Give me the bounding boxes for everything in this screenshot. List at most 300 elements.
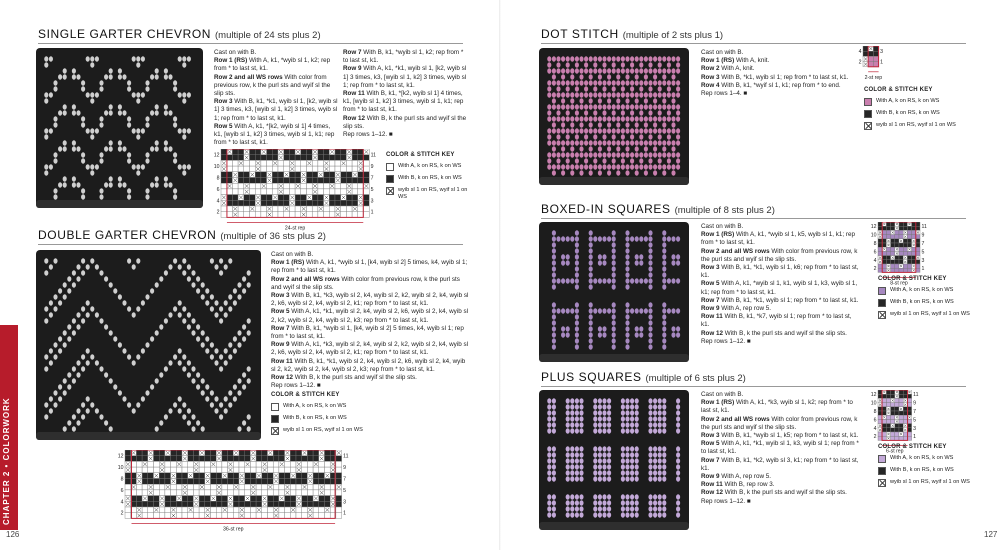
chart-cell (250, 496, 256, 502)
chart-cell (335, 155, 341, 161)
chart-cell (895, 407, 899, 411)
knit-swatch-image (539, 48, 689, 185)
chart-cell (165, 496, 171, 502)
chart-cell (882, 264, 886, 268)
chart-cell (222, 496, 228, 502)
chart-cell (895, 235, 899, 239)
chart-cell (154, 461, 160, 467)
chart-cell (882, 268, 886, 272)
chart-cell (262, 450, 268, 456)
chart-cell (159, 513, 165, 519)
chart-row-label: 9 (921, 232, 925, 239)
chart-cell (148, 513, 154, 519)
chart-cell (295, 195, 301, 201)
chart-cell (895, 264, 899, 268)
chart-cell (318, 160, 324, 166)
chart-cell (313, 473, 319, 479)
chart-cell (245, 513, 251, 519)
chart-cell (886, 247, 890, 251)
chart-cell (227, 155, 233, 161)
chart-cell (272, 155, 278, 161)
chart-cell (882, 419, 886, 423)
dot-stitch-rule (541, 43, 966, 44)
knit-swatch-image (36, 48, 203, 208)
chart-cell (352, 212, 358, 218)
chart-cell (336, 496, 342, 502)
chart-cell (329, 212, 335, 218)
chart-cell (878, 264, 882, 268)
chart-cell (899, 424, 903, 428)
chart-cell (329, 155, 335, 161)
chart-cell (125, 484, 131, 490)
chart-cell (142, 501, 148, 507)
chart-cell (165, 467, 171, 473)
chart-cell (272, 172, 278, 178)
chart-cell (233, 496, 239, 502)
chart-cell (358, 155, 364, 161)
chart-cell (319, 478, 325, 484)
chart-cell (878, 247, 882, 251)
chart-cell (324, 177, 330, 183)
chart-cell (289, 212, 295, 218)
chart-cell (245, 478, 251, 484)
chart-cell (244, 166, 250, 172)
chart-cell (142, 507, 148, 513)
chart-cell (895, 428, 899, 432)
chart-cell (329, 160, 335, 166)
key-label: With B, k on RS, k on WS (283, 415, 347, 421)
chart-cell (272, 206, 278, 212)
chart-cell (262, 513, 268, 519)
chart-cell (319, 501, 325, 507)
chart-cell (159, 456, 165, 462)
chart-cell (296, 490, 302, 496)
chart-cell (899, 235, 903, 239)
chart-cell (312, 195, 318, 201)
chart-cell (882, 398, 886, 402)
chart-cell (228, 450, 234, 456)
chart-cell (193, 490, 199, 496)
double-chevron-chart (115, 450, 355, 533)
chart-cell (267, 478, 273, 484)
instruction-line: Row 2 and all WS rows With color from previous row, k the purl sts and wyif sl the slip sts. (271, 275, 460, 291)
instruction-line: Row 2 and all WS rows With color from previous row, k the purl sts and wyif sl the slip sts. (701, 247, 858, 263)
chart-cell (290, 478, 296, 484)
chart-cell (284, 183, 290, 189)
chart-cell (295, 155, 301, 161)
chart-cell (273, 496, 279, 502)
chart-cell (302, 473, 308, 479)
chart-repeat-label: 2-st rep (864, 74, 883, 81)
chart-cell (907, 235, 911, 239)
chart-cell (296, 478, 302, 484)
chart-cell (285, 513, 291, 519)
chart-cell (313, 507, 319, 513)
chart-cell (154, 496, 160, 502)
chart-cell (916, 260, 920, 264)
chart-cell (891, 264, 895, 268)
chart-cell (289, 206, 295, 212)
chart-cell (895, 403, 899, 407)
chart-cell (210, 467, 216, 473)
boxed-squares-swatch (539, 222, 689, 362)
chart-cell (324, 172, 330, 178)
chart-row-label: 5 (370, 186, 374, 193)
chart-cell (895, 239, 899, 243)
chart-cell (882, 243, 886, 247)
chart-cell (273, 461, 279, 467)
chart-cell (341, 206, 347, 212)
chart-cell (891, 415, 895, 419)
chart-cell (882, 436, 886, 440)
chart-cell (210, 450, 216, 456)
key-swatch (386, 187, 394, 195)
chart-cell (154, 478, 160, 484)
chart-cell (907, 251, 911, 255)
chart-row-label: 6 (120, 487, 124, 494)
chart-cell (341, 166, 347, 172)
chart-row-label: 6 (873, 249, 877, 256)
chart-cell (278, 206, 284, 212)
chart-cell (154, 456, 160, 462)
chart-cell (244, 172, 250, 178)
chart-cell (307, 484, 313, 490)
chart-row-label: 3 (921, 257, 925, 264)
chart-cell (907, 264, 911, 268)
instruction-line: Row 2 and all WS rows With color from previous row, k the purl sts and wyif sl the slip sts. (214, 73, 331, 98)
chart-cell (891, 407, 895, 411)
chart-cell (171, 484, 177, 490)
chart-cell (261, 172, 267, 178)
instruction-line: Cast on with B. (701, 49, 744, 56)
chart-cell (302, 501, 308, 507)
chart-cell (907, 260, 911, 264)
chart-cell (899, 251, 903, 255)
chart-cell (907, 230, 911, 234)
chart-row-label: 3 (880, 49, 883, 56)
instruction-line: Row 11 With B, k1, *k7, wyib sl 1; rep from * to last st, k1. (701, 313, 852, 329)
chart-cell (125, 507, 131, 513)
chart-cell (272, 212, 278, 218)
chart-cell (199, 490, 205, 496)
chart-cell (289, 189, 295, 195)
chart-cell (329, 200, 335, 206)
chart-cell (903, 239, 907, 243)
chart-row-label: 1 (370, 209, 374, 216)
chart-cell (267, 467, 273, 473)
chart-cell (306, 183, 312, 189)
chart-row-label: 10 (213, 164, 220, 171)
chart-row-label: 2 (120, 510, 124, 517)
chart-cell (289, 149, 295, 155)
chart-cell (307, 461, 313, 467)
chart-cell (903, 226, 907, 230)
chart-cell (307, 490, 313, 496)
chart-cell (250, 478, 256, 484)
chart-cell (239, 501, 245, 507)
key-title: COLOR & STITCH KEY (271, 392, 340, 398)
chart-cell (216, 513, 222, 519)
key-title: COLOR & STITCH KEY (878, 276, 947, 282)
instruction-line: Row 2 With A, knit. (701, 65, 755, 73)
chart-cell (290, 496, 296, 502)
chart-cell (289, 155, 295, 161)
chart-cell (176, 467, 182, 473)
instruction-line: Row 11 With B, k1, *[k2, wyib sl 1] 4 times, k1, [wyib sl 1, k2] 3 times, wyib sl 1, k1; rep from * to last st, k1. (343, 90, 464, 114)
chart-cell (232, 189, 238, 195)
chart-cell (227, 189, 233, 195)
chart-cell (324, 189, 330, 195)
instruction-line: Row 5 With A, k1, *k1, wyib sl 2, k4, wyib sl 2, k6, wyib sl 2, k4, wyib sl 2, k2, wyib sl 2, k4, wyib sl 2, k3; rep from * to last st, k1. (271, 308, 469, 324)
chart-cell (878, 239, 882, 243)
key-entry (271, 415, 381, 423)
chart-cell (250, 467, 256, 473)
instruction-line: Rep rows 1–12. ■ (271, 382, 321, 390)
key-entry (878, 467, 974, 475)
chart-cell (312, 166, 318, 172)
chart-row-label: 10 (870, 400, 877, 407)
dot-stitch-instructions (701, 49, 849, 98)
key-entry (878, 299, 974, 307)
chart-cell (336, 507, 342, 513)
chart-cell (148, 461, 154, 467)
chart-cell (125, 456, 131, 462)
key-label: With B, k on RS, k on WS (398, 175, 462, 181)
chart-row-label: 4 (873, 425, 877, 432)
chart-cell (895, 424, 899, 428)
instruction-line: Row 7 With B, k1, *wyib sl 1, k2; rep from * to last st, k1. (343, 49, 464, 65)
chart-cell (244, 195, 250, 201)
chart-cell (916, 239, 920, 243)
chart-cell (336, 490, 342, 496)
chart-cell (125, 473, 131, 479)
chart-cell (125, 490, 131, 496)
instruction-line: Rep rows 1–4. ■ (701, 90, 748, 98)
chart-cell (249, 200, 255, 206)
chart-cell (306, 206, 312, 212)
chart-cell (290, 490, 296, 496)
chart-cell (244, 212, 250, 218)
instruction-line: Row 2 and all WS rows With color from previous row, k the purl sts and wyif sl the slip sts. (701, 415, 858, 431)
chart-cell (182, 478, 188, 484)
chart-cell (329, 206, 335, 212)
chart-cell (244, 160, 250, 166)
chart-cell (165, 513, 171, 519)
chart-cell (341, 172, 347, 178)
chart-cell (238, 172, 244, 178)
chart-cell (903, 268, 907, 272)
instruction-line: Row 3 With B, k1, *k1, wyib sl 1, [k2, wyib sl 1] 3 times, k3, [wyib sl 1, k2] 3 times, wyib sl 1; rep from * to last st, k1. (214, 98, 338, 122)
chart-cell (341, 149, 347, 155)
chart-cell (221, 206, 227, 212)
chart-cell (142, 478, 148, 484)
chart-cell (154, 484, 160, 490)
chart-cell (358, 189, 364, 195)
chart-cell (205, 501, 211, 507)
chapter-tab (0, 325, 18, 530)
chart-cell (256, 478, 262, 484)
chart-cell (245, 450, 251, 456)
key-entry (386, 175, 472, 183)
instruction-line: Rep rows 1–12. ■ (701, 337, 751, 345)
chart-cell (232, 149, 238, 155)
chart-cell (899, 390, 903, 394)
chart-cell (341, 183, 347, 189)
chart-row-label: 2 (873, 434, 877, 441)
chart-row-label: 7 (921, 240, 925, 247)
chart-cell (296, 507, 302, 513)
chart-cell (136, 467, 142, 473)
chart-cell (882, 428, 886, 432)
chart-cell (306, 200, 312, 206)
chart-cell (306, 155, 312, 161)
chart-cell (318, 200, 324, 206)
chart-cell (239, 490, 245, 496)
chart-row-label: 4 (216, 198, 220, 205)
chart-cell (249, 195, 255, 201)
chart-cell (903, 419, 907, 423)
chart-cell (912, 247, 916, 251)
key-title: COLOR & STITCH KEY (878, 444, 947, 450)
chart-cell (279, 473, 285, 479)
chart-cell (899, 256, 903, 260)
chart-cell (142, 513, 148, 519)
chart-cell (188, 461, 194, 467)
chart-cell (228, 513, 234, 519)
instruction-line: Row 12 With B, k the purl sts and wyif sl the slip sts. (271, 374, 417, 382)
instruction-line: Rep rows 1–12. ■ (701, 497, 751, 505)
chart-cell (193, 478, 199, 484)
chart-cell (199, 507, 205, 513)
instruction-line: Row 1 (RS) With A, k1, *wyib sl 1, k5, wyib sl 1, k1; rep from * to last st, k1. (701, 231, 855, 247)
chart-cell (903, 251, 907, 255)
chart-cell (136, 461, 142, 467)
chart-cell (886, 403, 890, 407)
chart-cell (313, 478, 319, 484)
chart-cell (232, 166, 238, 172)
chart-cell (891, 243, 895, 247)
chart-cell (324, 450, 330, 456)
key-swatch (878, 455, 886, 463)
chart-cell (182, 461, 188, 467)
chart-cell (891, 419, 895, 423)
chart-cell (891, 239, 895, 243)
chart-cell (335, 149, 341, 155)
chart-cell (193, 473, 199, 479)
chart-cell (278, 172, 284, 178)
instruction-line: Row 12 With B, k the purl sts and wyif sl the slip sts. (701, 489, 847, 497)
single-chevron-heading: SINGLE GARTER CHEVRON (multiple of 24 sts plus 2) (38, 27, 321, 41)
chart-cell (886, 226, 890, 230)
chart-cell (336, 473, 342, 479)
chart-cell (125, 450, 131, 456)
chart-cell (171, 461, 177, 467)
chart-cell (222, 478, 228, 484)
chart-cell (272, 177, 278, 183)
chart-cell (907, 256, 911, 260)
chart-cell (159, 507, 165, 513)
chart-cell (165, 490, 171, 496)
knit-swatch-image (539, 390, 689, 530)
chart-cell (289, 177, 295, 183)
chart-cell (256, 484, 262, 490)
chart-cell (232, 155, 238, 161)
chart-cell (295, 177, 301, 183)
chart-cell (250, 501, 256, 507)
chart-cell (228, 456, 234, 462)
chart-cell (233, 473, 239, 479)
key-swatch (878, 299, 886, 307)
chart-row-label: 4 (858, 49, 862, 56)
boxed-squares-key (878, 276, 974, 323)
chart-cell (267, 490, 273, 496)
boxed-squares-rule (541, 218, 966, 219)
chart-row-label: 10 (870, 232, 877, 239)
chart-cell (302, 507, 308, 513)
chart-cell (346, 160, 352, 166)
chart-cell (255, 183, 261, 189)
chart-cell (267, 456, 273, 462)
chart-cell (222, 490, 228, 496)
chart-cell (899, 226, 903, 230)
chart-cell (176, 450, 182, 456)
chart-cell (882, 424, 886, 428)
chart-cell (210, 473, 216, 479)
chart-cell (188, 496, 194, 502)
chart-row-label: 1 (921, 266, 925, 273)
boxed-squares-instructions (701, 223, 861, 346)
chart-cell (136, 496, 142, 502)
chart-cell (352, 155, 358, 161)
chart-cell (903, 411, 907, 415)
chart-cell (267, 195, 273, 201)
chart-cell (256, 456, 262, 462)
chart-cell (319, 507, 325, 513)
chart-cell (295, 206, 301, 212)
chart-cell (319, 461, 325, 467)
chart-cell (899, 247, 903, 251)
chart-cell (245, 490, 251, 496)
chart-row-label: 5 (921, 249, 925, 256)
chart-cell (238, 200, 244, 206)
chart-cell (205, 456, 211, 462)
chart-cell (295, 160, 301, 166)
chart-row-label: 11 (343, 453, 349, 460)
chart-cell (182, 496, 188, 502)
chart-cell (250, 513, 256, 519)
chart-cell (267, 507, 273, 513)
chart-cell (182, 513, 188, 519)
instruction-line: Row 7 With B, k1, *k1, wyib sl 1; rep from * to last st, k1. (701, 296, 859, 304)
chart-cell (165, 456, 171, 462)
chart-cell (319, 473, 325, 479)
chart-cell (290, 467, 296, 473)
chart-repeat-label: 24-st rep (284, 225, 306, 232)
chart-cell (159, 484, 165, 490)
chart-cell (899, 398, 903, 402)
chart-cell (295, 189, 301, 195)
chart-cell (159, 473, 165, 479)
chart-cell (363, 200, 369, 206)
chart-cell (882, 394, 886, 398)
chart-cell (171, 490, 177, 496)
chart-cell (182, 467, 188, 473)
chart-cell (273, 490, 279, 496)
chart-cell (358, 177, 364, 183)
key-swatch (386, 175, 394, 183)
chart-cell (335, 189, 341, 195)
chart-cell (903, 394, 907, 398)
